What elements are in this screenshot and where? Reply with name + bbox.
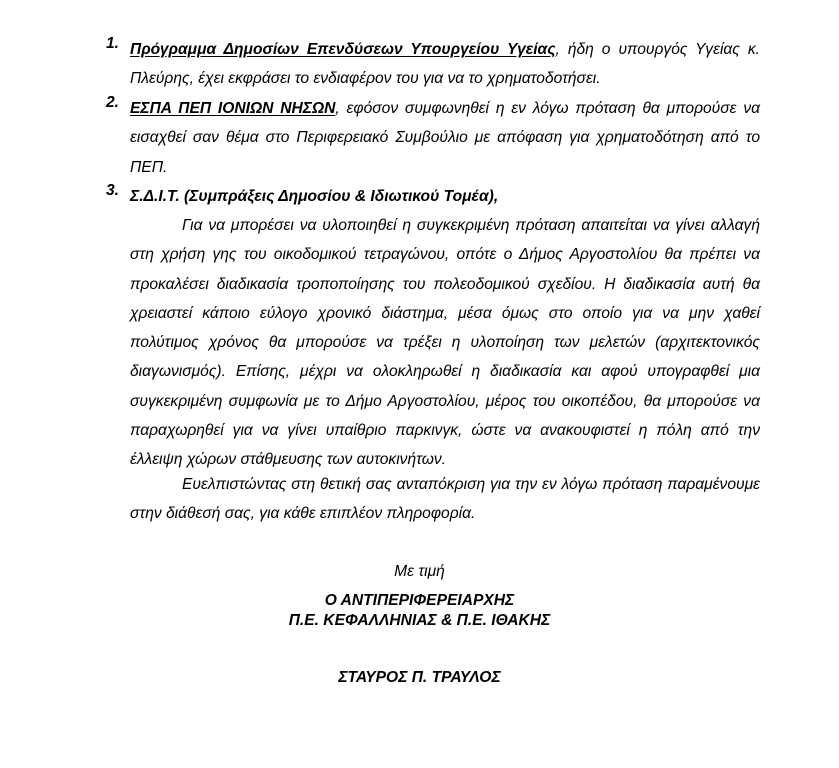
list-number: 2.: [106, 94, 120, 111]
list-number: 3.: [106, 182, 120, 199]
list-item-2: [106, 94, 760, 182]
list-item-body: [130, 94, 760, 182]
list-number: 1.: [106, 35, 120, 52]
list-item-text: , εφόσον συμφωνηθεί η εν λόγω πρόταση θα μπορούσε να εισαχθεί σαν θέμα στο Περιφερειακό Συμβούλιο με απόφαση για χρηματοδότηση από το ΠΕΠ.: [130, 100, 761, 176]
body-paragraph-closing: Ευελπιστώντας στη θετική σας ανταπόκριση για την εν λόγω πρόταση παραμένουμε στην διάθεσή σας, για κάθε επιπλέον πληροφορία.: [130, 476, 760, 523]
list-item-1: [106, 35, 760, 94]
signatory-title-line1: Ο ΑΝΤΙΠΕΡΙΦΕΡΕΙΑΡΧΗΣ: [324, 592, 515, 609]
body-paragraph: Για να μπορέσει να υλοποιηθεί η συγκεκριμένη πρόταση απαιτείται να γίνει αλλαγή στη χρήση γης του οικοδομικού τετραγώνου, οπότε ο Δήμος Αργοστολίου θα πρέπει να προκαλέσει διαδικασία τροποποίησης του πολεοδομικού σχεδίου. Η διαδικασία αυτή θα χρειαστεί κάποιο εύλογο χρονικό διάστημα, μέσα όμως στο οποίο για να μην χαθεί πολύτιμος χρόνος θα μπορούσε να τρέξει η υλοποίηση των μελετών (αρχιτεκτονικός διαγωνισμός). Επίσης, μέχρι να ολοκληρωθεί η διαδικασία και αφού υπογραφθεί μια συγκεκριμένη συμφωνία με το Δήμο Αργοστολίου, μέρος του οικοπέδου, θα μπορούσε να παραχωρηθεί για να γίνει υπαίθριο παρκινγκ, ώστε να ανακουφιστεί η πόλη από την έλλειψη χώρων στάθμευσης των αυτοκινήτων.: [130, 217, 760, 469]
signatory-title-line2: Π.Ε. ΚΕΦΑΛΛΗΝΙΑΣ & Π.Ε. ΙΘΑΚΗΣ: [288, 612, 551, 629]
list-item-body: [130, 35, 760, 94]
list-item-title: ΕΣΠΑ ΠΕΠ ΙΟΝΙΩΝ ΝΗΣΩΝ: [130, 100, 336, 117]
list-item-text: , ήδη ο υπουργός Υγείας κ. Πλεύρης, έχει εκφράσει το ενδιαφέρον του για να το χρηματοδοτήσει.: [130, 41, 761, 88]
list-item-3: [106, 182, 760, 211]
closing-greeting: Με τιμή: [394, 563, 445, 580]
signatory-name: ΣΤΑΥΡΟΣ Π. ΤΡΑΥΛΟΣ: [338, 669, 501, 686]
list-item-title: Σ.Δ.Ι.Τ. (Συμπράξεις Δημοσίου & Ιδιωτικού Τομέα),: [130, 188, 499, 205]
list-item-body: [130, 182, 760, 211]
list-item-title: Πρόγραμμα Δημοσίων Επενδύσεων Υπουργείου Υγείας: [130, 41, 556, 58]
